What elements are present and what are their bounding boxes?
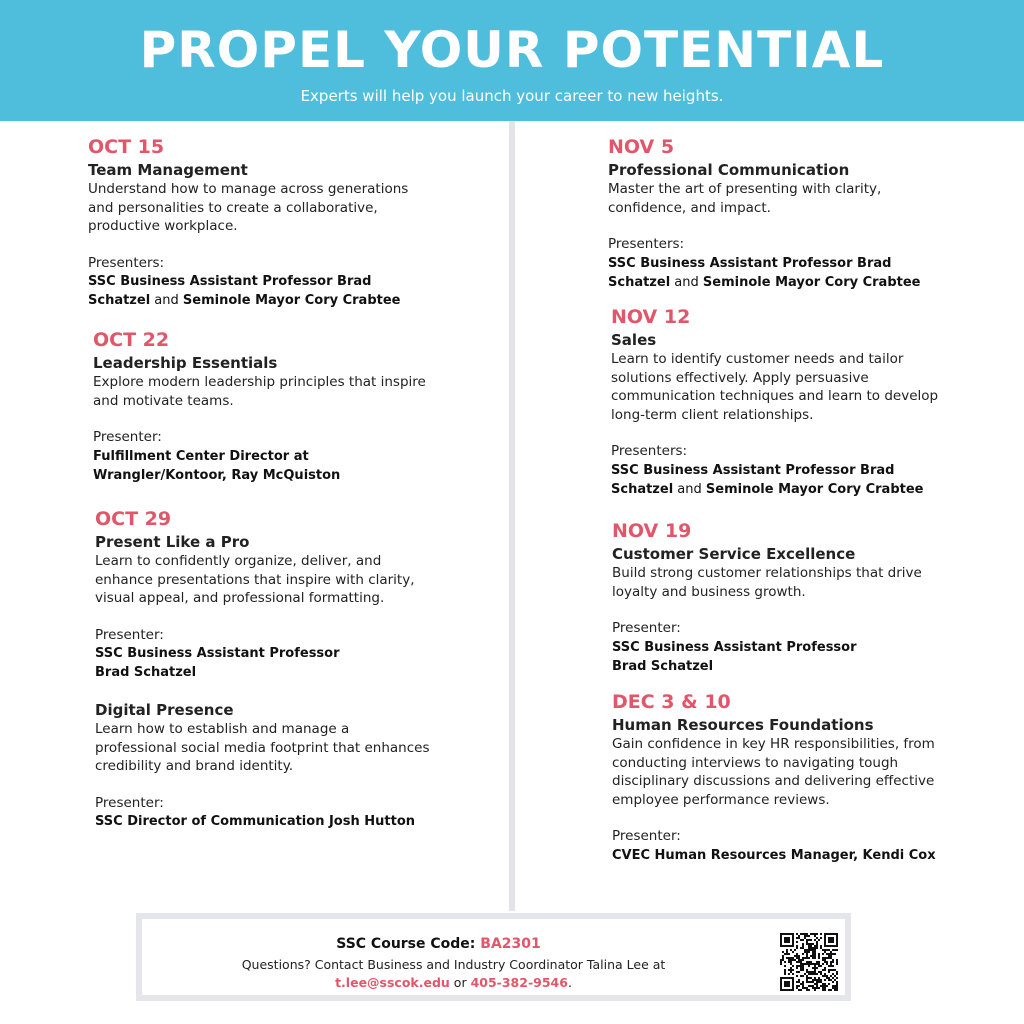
session-oct-22 bbox=[93, 328, 433, 485]
session-title: Customer Service Excellence bbox=[612, 545, 856, 563]
presenter-name: Seminole Mayor Cory Crabtee bbox=[705, 481, 924, 497]
presenter-name: SSC Business Assistant Professor Brad Schatzel bbox=[608, 255, 892, 290]
session-date: OCT 15 bbox=[88, 136, 165, 158]
presenter-line: CVEC Human Resources Manager, Kendi Cox bbox=[612, 847, 936, 863]
session-nov-12 bbox=[611, 305, 961, 499]
presenter-joiner: and bbox=[677, 481, 702, 497]
session-date: NOV 12 bbox=[611, 306, 691, 328]
session-title: Human Resources Foundations bbox=[612, 716, 874, 734]
contact-email-link[interactable]: t.lee@sscok.edu bbox=[335, 975, 450, 990]
presenter-names bbox=[612, 638, 962, 676]
presenter-label: Presenters: bbox=[611, 443, 688, 459]
session-date: NOV 19 bbox=[612, 520, 692, 542]
session-title: Team Management bbox=[88, 161, 248, 179]
presenter-line: SSC Business Assistant Professor bbox=[612, 639, 857, 655]
presenter-label: Presenters: bbox=[608, 236, 685, 252]
course-info-box bbox=[136, 913, 851, 1001]
header-banner bbox=[0, 0, 1024, 121]
session-title: Professional Communication bbox=[608, 161, 850, 179]
session-title: Leadership Essentials bbox=[93, 354, 278, 372]
contact-text bbox=[142, 956, 765, 992]
session-date: OCT 22 bbox=[93, 329, 170, 351]
presenter-name: SSC Business Assistant Professor Brad Schatzel bbox=[611, 462, 895, 497]
presenter-line: Brad Schatzel bbox=[95, 665, 197, 680]
session-description: Learn to confidently organize, deliver, and enhance presentations that inspire with clarity, visual appeal, and professional formatting. bbox=[95, 553, 415, 606]
column-divider bbox=[509, 121, 515, 911]
session-description: Understand how to manage across generations and personalities to create a collaborative, productive workplace. bbox=[88, 181, 409, 234]
session-description: Learn to identify customer needs and tailor solutions effectively. Apply persuasive communication techniques and learn to develop long-term client relationships. bbox=[611, 351, 939, 423]
qr-code-icon[interactable] bbox=[780, 933, 838, 991]
session-description: Learn how to establish and manage a professional social media footprint that enhances credibility and brand identity. bbox=[95, 721, 430, 774]
session-title: Digital Presence bbox=[95, 701, 234, 719]
presenter-name: Seminole Mayor Cory Crabtee bbox=[702, 274, 921, 290]
session-description: Explore modern leadership principles that inspire and motivate teams. bbox=[93, 374, 426, 409]
presenter-name: SSC Business Assistant Professor Brad Schatzel bbox=[88, 274, 372, 308]
session-description: Gain confidence in key HR responsibilities, from conducting interviews to navigating tough disciplinary discussions and delivering effective employee performance reviews. bbox=[612, 736, 935, 808]
session-date: NOV 5 bbox=[608, 136, 675, 158]
session-oct-29 bbox=[95, 507, 435, 682]
presenter-line: Brad Schatzel bbox=[612, 658, 714, 674]
contact-phone-link[interactable]: 405-382-9546 bbox=[470, 975, 568, 990]
presenter-names bbox=[612, 846, 962, 865]
presenter-joiner: and bbox=[154, 293, 179, 308]
session-title: Sales bbox=[611, 331, 657, 349]
presenter-name: Seminole Mayor Cory Crabtee bbox=[182, 293, 401, 308]
course-code-label: SSC Course Code: bbox=[336, 936, 476, 952]
presenter-names bbox=[611, 461, 961, 499]
presenter-names bbox=[88, 272, 428, 310]
presenter-line: SSC Director of Communication Josh Hutton bbox=[95, 814, 416, 829]
course-code-line bbox=[142, 935, 735, 953]
presenter-label: Presenters: bbox=[88, 254, 165, 271]
page-subtitle: Experts will help you launch your career to new heights. bbox=[300, 87, 724, 105]
session-nov-19 bbox=[612, 519, 962, 676]
presenter-line: Fulfillment Center Director at bbox=[93, 448, 309, 464]
presenter-joiner: and bbox=[674, 274, 699, 290]
session-digital-presence bbox=[95, 699, 435, 831]
presenter-names bbox=[608, 254, 958, 292]
presenter-line: Wrangler/Kontoor, Ray McQuiston bbox=[93, 467, 341, 483]
course-code-value: BA2301 bbox=[480, 936, 541, 952]
session-dec-3-10 bbox=[612, 690, 962, 865]
presenter-label: Presenter: bbox=[95, 626, 164, 643]
contact-joiner: or bbox=[453, 975, 467, 990]
presenter-label: Presenter: bbox=[95, 794, 164, 811]
session-date: OCT 29 bbox=[95, 508, 172, 530]
session-description: Master the art of presenting with clarity, confidence, and impact. bbox=[608, 181, 882, 216]
presenter-label: Presenter: bbox=[612, 828, 681, 844]
presenter-label: Presenter: bbox=[612, 620, 681, 636]
presenter-names bbox=[95, 644, 435, 682]
session-description: Build strong customer relationships that drive loyalty and business growth. bbox=[612, 565, 922, 600]
page-title: PROPEL YOUR POTENTIAL bbox=[139, 21, 885, 79]
contact-period: . bbox=[567, 975, 572, 990]
session-title: Present Like a Pro bbox=[95, 533, 250, 551]
session-date: DEC 3 & 10 bbox=[612, 691, 731, 713]
session-oct-15 bbox=[88, 135, 428, 310]
presenter-names bbox=[95, 812, 435, 831]
presenter-line: SSC Business Assistant Professor bbox=[95, 646, 340, 661]
session-nov-5 bbox=[608, 135, 958, 292]
presenter-label: Presenter: bbox=[93, 429, 162, 445]
presenter-names bbox=[93, 447, 433, 485]
contact-sentence: Questions? Contact Business and Industry Coordinator Talina Lee at bbox=[241, 957, 666, 972]
